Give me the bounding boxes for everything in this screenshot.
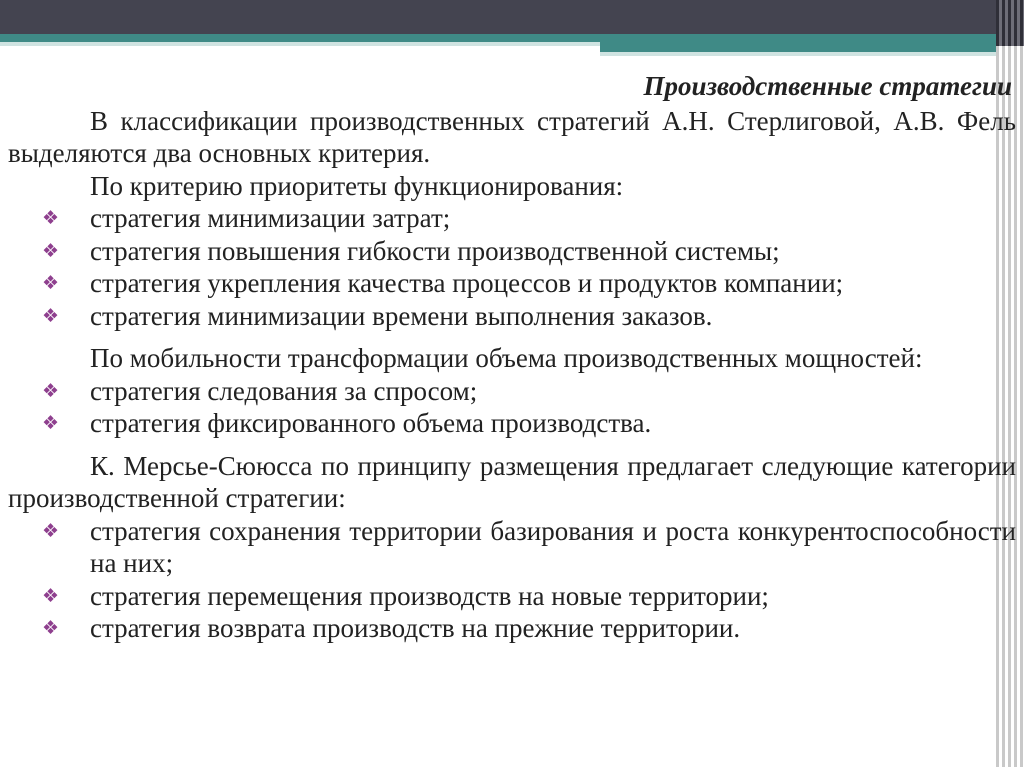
list-item (8, 375, 1016, 408)
list-item-text: стратегия фиксированного объема производства. (90, 408, 652, 438)
list-item (8, 407, 1016, 440)
header-band-notch (600, 42, 1000, 52)
diamond-bullet-icon: ❖ (42, 412, 60, 434)
header-band-dark (0, 0, 1024, 34)
list-item (8, 202, 1016, 235)
diamond-bullet-icon: ❖ (42, 584, 60, 607)
criterion1-heading: По критерию приоритеты функционирования: (90, 170, 624, 201)
criterion1-list (8, 202, 1016, 332)
diamond-bullet-icon: ❖ (42, 207, 60, 229)
header-band-notch-light (600, 52, 1000, 56)
slide-content (8, 70, 1016, 645)
list-item-text: стратегия повышения гибкости производственной системы; (90, 235, 780, 266)
list-item-text: стратегия минимизации времени выполнения заказов. (90, 300, 713, 331)
list-item-text: стратегия минимизации затрат; (90, 203, 451, 233)
list-item (8, 515, 1016, 580)
diamond-bullet-icon: ❖ (42, 379, 60, 402)
list-item-text: стратегия сохранения территории базирования и роста конкурентоспособности на них; (90, 515, 1016, 578)
mercier-list (8, 515, 1016, 645)
list-item (8, 580, 1016, 613)
diamond-bullet-icon: ❖ (42, 272, 60, 294)
list-item (8, 267, 1016, 300)
list-item-text: стратегия укрепления качества процессов и продуктов компании; (90, 268, 844, 298)
criterion2-list (8, 375, 1016, 440)
intro-paragraph: В классификации производственных стратегий А.Н. Стерлиговой, А.В. Фель выделяются два основных критерия. (8, 105, 1016, 168)
diamond-bullet-icon: ❖ (42, 519, 60, 542)
diamond-bullet-icon: ❖ (42, 239, 60, 262)
header-band-teal (0, 34, 1024, 42)
criterion2-heading: По мобильности трансформации объема производственных мощностей: (90, 343, 923, 373)
list-item-text: стратегия возврата производств на прежние территории. (90, 613, 741, 643)
diamond-bullet-icon: ❖ (42, 617, 60, 639)
diamond-bullet-icon: ❖ (42, 304, 60, 327)
list-item-text: стратегия следования за спросом; (90, 375, 478, 406)
list-item (8, 235, 1016, 268)
list-item-text: стратегия перемещения производств на новые территории; (90, 580, 769, 611)
slide-title: Производственные стратегии (643, 71, 1012, 101)
mercier-heading: К. Мерсье-Сююсса по принципу размещения предлагает следующие категории производственной стратегии: (8, 450, 1016, 513)
side-stripes-top-decoration (996, 0, 1024, 46)
list-item (8, 300, 1016, 333)
list-item (8, 612, 1016, 645)
